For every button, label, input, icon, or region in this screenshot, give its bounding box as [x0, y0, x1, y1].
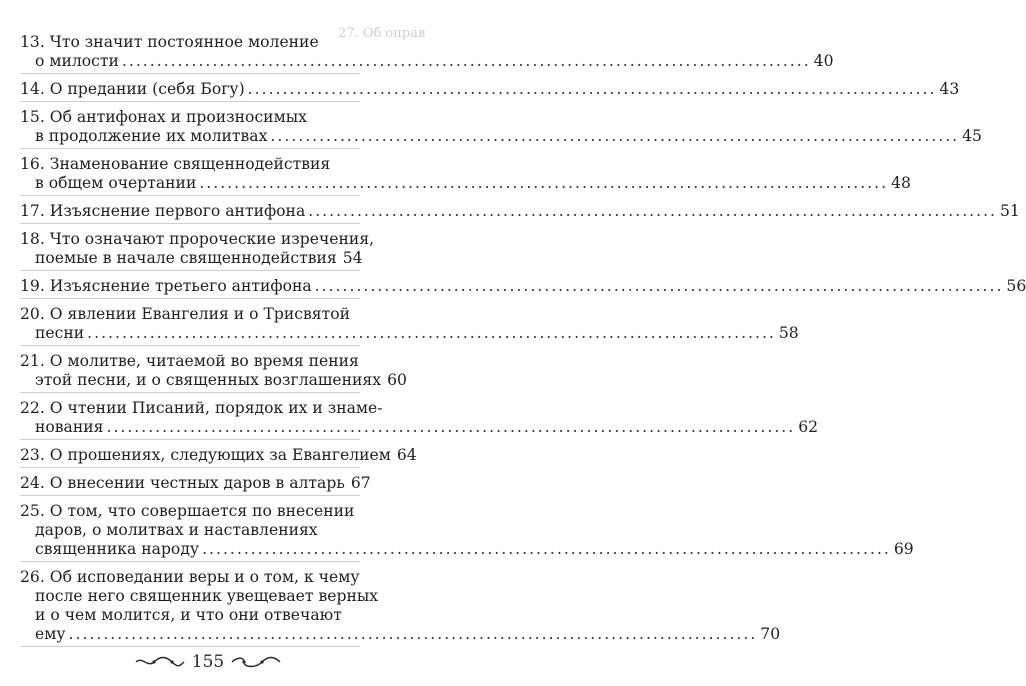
toc-entry-number: 20. — [20, 305, 45, 323]
left-ornament-icon — [134, 656, 186, 668]
toc-entry[interactable] — [20, 155, 911, 196]
toc-entry-page: 56 — [1006, 277, 1026, 295]
toc-entry-page: 43 — [939, 80, 960, 98]
toc-entry[interactable] — [20, 474, 371, 496]
toc-entry[interactable] — [20, 230, 375, 271]
toc-entry-page: 64 — [396, 446, 417, 464]
toc-entry[interactable] — [20, 352, 407, 393]
toc-entry-title-line — [20, 399, 383, 418]
toc-entry-title-start: Знаменование священнодействия — [49, 155, 331, 173]
toc-entry-title-start: Что означают пророческие изречения, — [49, 230, 375, 248]
toc-entry-title-start: О чтении Писаний, порядок их и знаме- — [49, 399, 383, 417]
toc-entry-last-line — [20, 249, 363, 268]
toc-entry-number: 23. — [20, 446, 45, 464]
toc-entry-number: 18. — [20, 230, 45, 248]
toc-entry-last-line — [20, 174, 911, 193]
toc-entry-title-line — [20, 33, 360, 52]
toc-entry-page: 58 — [778, 324, 799, 342]
toc-entry[interactable] — [20, 80, 960, 102]
toc-entry[interactable] — [20, 502, 914, 562]
toc-entry-number: 21. — [20, 352, 45, 370]
toc-entry-title-line — [20, 305, 360, 324]
toc-entry-number: 25. — [20, 502, 45, 520]
toc-entry[interactable] — [20, 305, 799, 346]
toc-entry-page: 67 — [350, 474, 371, 492]
toc-entry-title-line — [20, 108, 360, 127]
dot-leader — [315, 277, 1004, 296]
dot-leader — [106, 418, 795, 437]
toc-entry-title-continuation: после него священник увещевает верных — [35, 587, 379, 605]
toc-entry-number: 16. — [20, 155, 45, 173]
toc-entry-last-line — [20, 625, 781, 644]
toc-entry-title-end: песни — [35, 324, 85, 342]
toc-entry-title-end: О предании (себя Богу) — [49, 80, 245, 98]
toc-entry-title-line — [20, 230, 375, 249]
toc-entry-title-start: Об исповедании веры и о том, к чему — [49, 568, 360, 586]
toc-entry[interactable] — [20, 446, 417, 468]
toc-entry-title-line — [20, 352, 360, 371]
toc-entry-last-line — [20, 80, 960, 99]
toc-entry-title-end: ему — [35, 625, 66, 643]
toc-entry-title-end: в общем очертании — [35, 174, 197, 192]
toc-entry-last-line — [20, 418, 819, 437]
toc-entry-title-continuation: даров, о молитвах и наставлениях — [35, 521, 318, 539]
toc-entry-number: 22. — [20, 399, 45, 417]
toc-entry-title-end: священника народу — [35, 540, 200, 558]
toc-entry-title-line — [20, 568, 360, 587]
page-number: 155 — [191, 652, 225, 672]
toc-entry-page: 54 — [342, 249, 363, 267]
toc-entry-title-end: этой песни, и о священных возглашениях — [35, 371, 382, 389]
dot-leader — [87, 324, 776, 343]
toc-entry[interactable] — [20, 202, 1020, 224]
toc-entry-page: 51 — [1000, 202, 1020, 220]
dot-leader — [199, 174, 888, 193]
toc-entry-number: 13. — [20, 33, 45, 51]
toc-entry-title-start: Что значит постоянное моление — [49, 33, 319, 51]
toc-entry-page: 40 — [813, 52, 834, 70]
toc-entry-last-line — [20, 277, 1026, 296]
toc-entry-page: 70 — [760, 625, 781, 643]
toc-entry-title-continuation: и о чем молится, и что они отвечают — [35, 606, 342, 624]
toc-entry-last-line — [20, 52, 834, 71]
dot-leader — [202, 540, 891, 559]
dot-leader — [270, 127, 959, 146]
toc-entry-number: 26. — [20, 568, 45, 586]
toc-entry-last-line — [20, 540, 914, 559]
toc-entry-title-end: о милости — [35, 52, 119, 70]
toc-entry-page: 69 — [893, 540, 914, 558]
toc-entry-page: 45 — [962, 127, 982, 145]
toc-entry[interactable] — [20, 108, 982, 149]
toc-entry-last-line — [20, 446, 417, 465]
toc-entry-number: 19. — [20, 277, 45, 295]
toc-entry-title-end: Изъяснение первого антифона — [49, 202, 306, 220]
toc-entry-page: 60 — [387, 371, 407, 389]
dot-leader — [308, 202, 997, 221]
toc-entry-title-start: О том, что совершается по внесении — [49, 502, 355, 520]
toc-entry-number: 15. — [20, 108, 45, 126]
toc-entry-last-line — [20, 371, 407, 390]
toc-entry-title-line — [20, 155, 360, 174]
toc-entry[interactable] — [20, 399, 819, 440]
toc-entry-title-start: О молитве, читаемой во время пения — [49, 352, 359, 370]
toc-entry-title-line — [20, 502, 360, 521]
toc-entry-last-line — [20, 474, 371, 493]
toc-entry-number: 24. — [20, 474, 45, 492]
toc-entry-last-line — [20, 202, 1020, 221]
toc-entry-last-line — [20, 127, 982, 146]
toc-entry-page: 48 — [891, 174, 911, 192]
ghost-line: 27. Об оправ — [338, 26, 426, 41]
toc-entry-last-line — [20, 324, 799, 343]
toc-entry[interactable] — [20, 277, 1026, 299]
toc-entry-title-end: поемые в начале священнодействия — [35, 249, 337, 267]
dot-leader — [69, 625, 758, 644]
toc-entry-title-end: О внесении честных даров в алтарь — [49, 474, 345, 492]
toc-entry-title-start: О явлении Евангелия и о Трисвятой — [49, 305, 350, 323]
toc-entry-title-start: Об антифонах и произносимых — [49, 108, 307, 126]
toc-entry-title-end: нования — [35, 418, 104, 436]
toc-entry-page: 62 — [798, 418, 819, 436]
page-footer — [0, 652, 416, 672]
toc-entry-number: 14. — [20, 80, 45, 98]
toc-entry-number: 17. — [20, 202, 45, 220]
dot-leader — [248, 80, 937, 99]
right-ornament-icon — [230, 656, 282, 668]
toc-entry-title-end: О прошениях, следующих за Евангелием — [49, 446, 391, 464]
toc-entry-title-end: в продолжение их молитвах — [35, 127, 268, 145]
toc-entry[interactable] — [20, 568, 781, 647]
dot-leader — [122, 52, 811, 71]
toc-entry-title-end: Изъяснение третьего антифона — [49, 277, 312, 295]
